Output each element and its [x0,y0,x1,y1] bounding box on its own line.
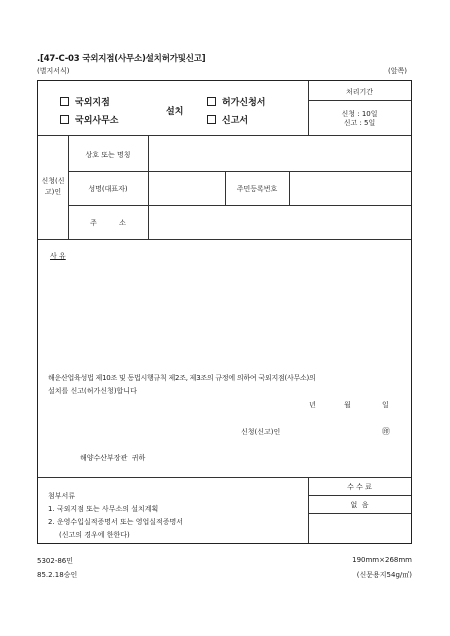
representative-name-label: 성명(대표자) [88,185,128,193]
statement-line1: 해운산업육성법 제10조 및 동법시행규칙 제2조, 제3조의 규정에 의하여 국외지점(사무소)의 [48,374,316,382]
page-side-label: (앞쪽) [388,67,407,75]
option-overseas-office[interactable]: 국외사무소 [60,113,118,126]
fee-label: 수 수 료 [347,483,372,491]
attachment-item: 1. 국외지점 또는 사무소의 설치계획 [48,505,159,513]
divider [308,100,411,101]
installation-label: 설치 [166,107,184,117]
checkbox[interactable] [60,115,69,124]
divider [68,205,411,206]
form-title: .[47-C-03 국외지점(사무소)설치허가및신고] [37,54,206,64]
statement-line2: 설치를 신고(허가신청)합니다 [48,387,137,395]
checkbox[interactable] [207,115,216,124]
address-field[interactable] [150,207,408,237]
fee-value: 없 음 [350,501,369,509]
divider [308,495,411,496]
attachments-label: 첨부서류 [48,492,76,500]
company-name-label: 상호 또는 명칭 [85,151,131,159]
applicant-group-label-line2: 고)인 [44,188,62,196]
option-permit-application[interactable]: 허가신청서 [207,95,265,108]
form-type-label: (별지서식) [37,67,70,75]
option-overseas-branch[interactable]: 국외지점 [60,95,110,108]
divider [289,171,290,205]
address-label: 주 소 [90,219,126,227]
processing-period-application: 신청 : 10일 [341,110,378,118]
approval-date: 85.2.18승인 [37,571,78,579]
divider [148,135,149,239]
resident-number-field[interactable] [291,173,408,203]
divider [38,477,411,478]
resident-number-label: 주민등록번호 [236,185,278,193]
date-month-label: 월 [344,401,351,409]
paper-size: 190mm×268mm [352,556,412,564]
company-name-field[interactable] [150,137,408,169]
signer-label: 신청(신고)인 [241,428,281,436]
divider [38,135,411,136]
reason-label: 사 유 [50,252,66,260]
date-day-label: 일 [382,401,389,409]
recipient-label: 해양수산부장관 귀하 [80,454,146,462]
seal-mark: ㊞ [382,427,390,436]
application-form [37,80,412,544]
date-year-label: 년 [309,401,316,409]
divider [68,171,411,172]
processing-period-label: 처리기간 [345,88,374,96]
paper-type: (신문용지54g/㎡) [356,571,412,579]
reason-field[interactable] [48,265,403,355]
attachment-item: 2. 운영수입실적증명서 또는 영업실적증명서 [48,518,184,526]
divider [38,239,411,240]
processing-period-report: 신고 : 5일 [343,119,376,127]
divider [308,513,411,514]
representative-name-field[interactable] [150,173,223,203]
attachment-item: (신고의 경우에 한한다) [59,531,130,539]
option-report[interactable]: 신고서 [207,113,248,126]
checkbox[interactable] [60,97,69,106]
applicant-group-label-line1: 신청(신 [41,177,65,185]
checkbox[interactable] [207,97,216,106]
form-code: 5302-86민 [37,557,74,565]
